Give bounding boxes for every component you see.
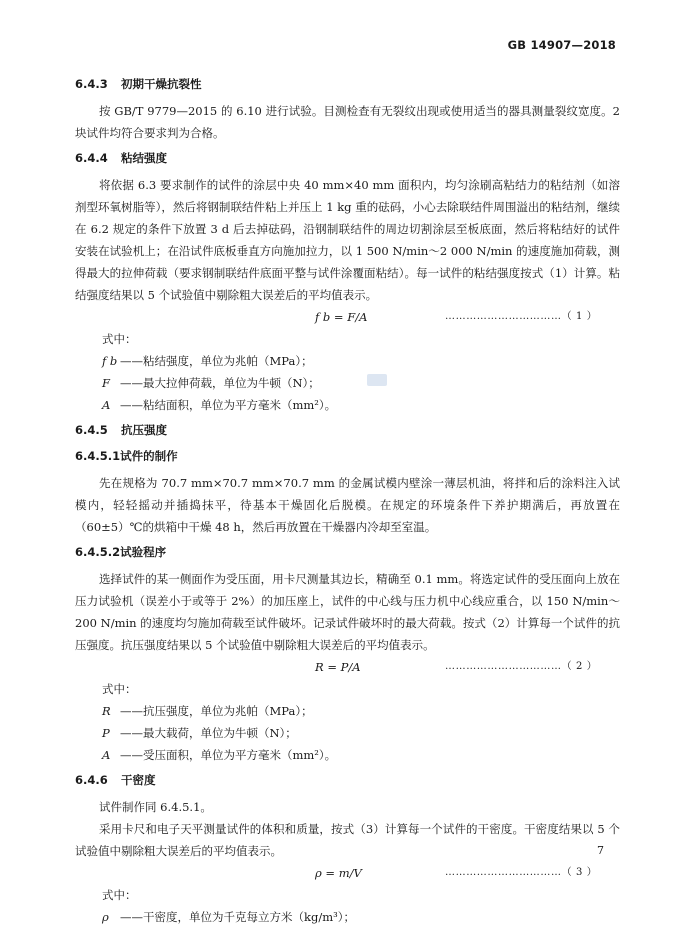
formula-2 [75, 656, 620, 678]
where-label: 式中： [102, 888, 137, 902]
section-title: 试件的制作 [120, 449, 178, 463]
formula-3 [75, 862, 620, 884]
variable-symbol: A [102, 748, 111, 762]
formula-expression: R = P/A [315, 660, 361, 674]
paragraph-6-4-6-a: 试件制作同 6.4.5.1。 [99, 800, 212, 814]
variable-line [75, 722, 620, 744]
paragraph-6-4-6-b: 采用卡尺和电子天平测量试件的体积和质量，按式（3）计算每一个试件的干密度。干密度结果以 5 个试验值中剔除粗大误差后的平均值表示。 [75, 822, 620, 858]
variable-symbol: A [102, 398, 111, 412]
section-title: 试验程序 [120, 545, 167, 559]
section-title: 粘结强度 [121, 151, 167, 165]
variable-line [75, 906, 620, 928]
page-content [75, 76, 620, 928]
variable-description: ——最大拉伸荷载，单位为牛顿（N）； [120, 376, 320, 390]
variable-line [75, 744, 620, 766]
where-label: 式中： [102, 332, 137, 346]
variable-description: ——粘结强度，单位为兆帕（MPa）； [120, 354, 313, 368]
section-heading-6-4-5 [75, 422, 620, 438]
paragraph-6-4-3: 按 GB/T 9779—2015 的 6.10 进行试验。目测检查有无裂纹出现或使用适当的器具测量裂纹宽度。2 块试件均符合要求判为合格。 [75, 104, 620, 140]
section-heading-6-4-4 [75, 150, 620, 166]
formula-number: ……………………………（ 1 ） [445, 311, 598, 322]
formula-expression: f b = F/A [315, 310, 368, 324]
formula-number: ……………………………（ 2 ） [445, 661, 598, 672]
variable-description: ——抗压强度，单位为兆帕（MPa）； [120, 704, 313, 718]
variable-symbol: ρ [102, 910, 109, 924]
variable-symbol: P [102, 726, 110, 740]
section-number: 6.4.5 [75, 423, 108, 437]
section-number: 6.4.5.2 [75, 545, 121, 559]
paragraph-6-4-5-2: 选择试件的某一侧面作为受压面，用卡尺测量其边长，精确至 0.1 mm。将选定试件的受压面向上放在压力试验机（误差小于或等于 2%）的加压座上，试件的中心线与压力机中心线应重合，以 150 N/min～200 N/min 的速度均匀施加荷载至试件破坏。记录试件破坏时的最大荷载。按式（2）计算每一个试件的抗压强度。抗压强度结果以 5 个试验值中剔除粗大误差后的平均值表示。 [75, 572, 620, 652]
formula-number: ……………………………（ 3 ） [445, 867, 598, 878]
section-heading-6-4-6 [75, 772, 620, 788]
section-number: 6.4.5.1 [75, 449, 121, 463]
variable-description: ——最大载荷，单位为牛顿（N）； [120, 726, 297, 740]
variable-symbol: F [102, 376, 110, 390]
section-title: 初期干燥抗裂性 [121, 77, 202, 91]
section-heading-6-4-5-1 [75, 448, 620, 464]
section-title: 干密度 [121, 773, 156, 787]
section-heading-6-4-5-2 [75, 544, 620, 560]
section-title: 抗压强度 [121, 423, 167, 437]
section-number: 6.4.4 [75, 151, 108, 165]
where-label: 式中： [102, 682, 137, 696]
standard-number: GB 14907—2018 [507, 38, 616, 52]
variable-description: ——粘结面积，单位为平方毫米（mm²）。 [120, 398, 337, 412]
page-number: 7 [597, 844, 604, 857]
formula-1 [75, 306, 620, 328]
variable-symbol: R [102, 704, 111, 718]
variable-description: ——受压面积，单位为平方毫米（mm²）。 [120, 748, 337, 762]
variable-line [75, 350, 620, 372]
formula-expression: ρ = m/V [315, 866, 362, 880]
variable-description: ——干密度，单位为千克每立方米（kg/m³）； [120, 910, 355, 924]
variable-line [75, 394, 620, 416]
section-heading-6-4-3 [75, 76, 620, 92]
section-number: 6.4.3 [75, 77, 108, 91]
section-number: 6.4.6 [75, 773, 108, 787]
paragraph-6-4-4: 将依据 6.3 要求制作的试件的涂层中央 40 mm×40 mm 面积内，均匀涂刷高粘结力的粘结剂（如溶剂型环氧树脂等），然后将钢制联结件粘上并压上 1 kg 重的砝码，小心去除联结件周围溢出的粘结剂，继续在 6.2 规定的条件下放置 3 d 后去掉砝码，沿钢制联结件的周边切割涂层至板底面，然后将粘结好的试件安装在试验机上；在沿试件底板垂直方向施加拉力，以 1 500 N/min～2 000 N/min 的速度施加荷载，测得最大的拉伸荷载（要求钢制联结件底面平整与试件涂覆面粘结）。每一试件的粘结强度按式（1）计算。粘结强度结果以 5 个试验值中剔除粗大误差后的平均值表示。 [75, 178, 620, 302]
variable-symbol: f b [102, 354, 118, 368]
paragraph-6-4-5-1: 先在规格为 70.7 mm×70.7 mm×70.7 mm 的金属试模内壁涂一薄层机油，将拌和后的涂料注入试模内，轻轻摇动并插捣抹平，待基本干燥固化后脱模。在规定的环境条件下养护期满后，再放置在（60±5）℃的烘箱中干燥 48 h，然后再放置在干燥器内冷却至室温。 [75, 476, 620, 534]
variable-line [75, 372, 620, 394]
variable-line [75, 700, 620, 722]
